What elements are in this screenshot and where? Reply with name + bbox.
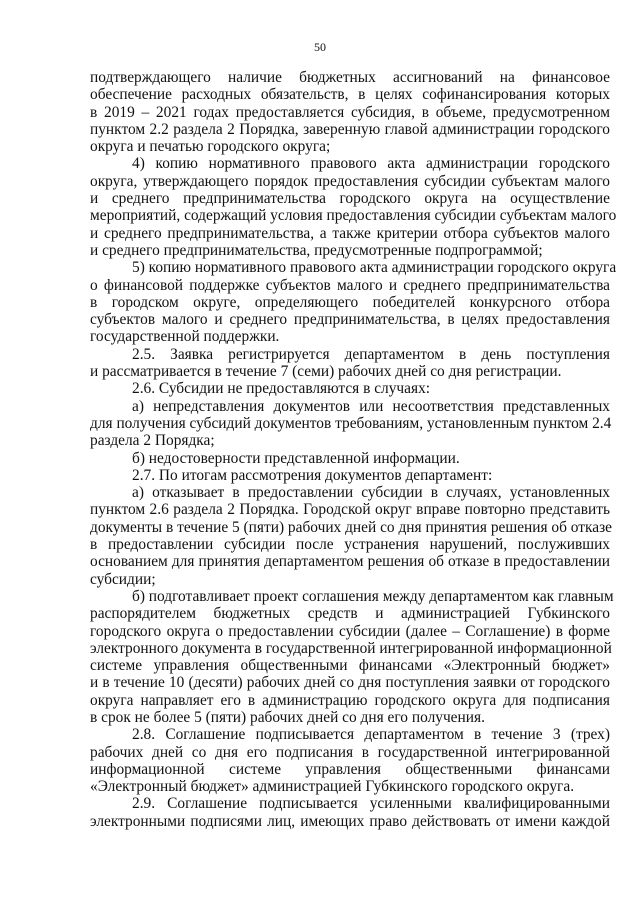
text-line: 2.8. Соглашение подписывается департаментом в течение 3 (трех)	[132, 726, 610, 744]
text-line: субъектов малого и среднего предпринимательства, в целях предоставления	[90, 311, 610, 329]
text-line: основанием для принятия департаментом решения об отказе в предоставлении	[90, 553, 610, 571]
text-line: округа направляет его в администрацию городского округа для подписания	[90, 691, 610, 709]
text-line: информационной системе управления общественными финансами	[90, 760, 610, 778]
text-line: о финансовой поддержке субъектов малого и среднего предпринимательства	[90, 276, 610, 294]
text-line: электронного документа в государственной интегрированной информационной	[90, 639, 612, 657]
text-line: 4) копию нормативного правового акта администрации городского	[132, 155, 610, 173]
text-line: «Электронный бюджет» администрацией Губкинского городского округа.	[90, 778, 575, 796]
text-line: округа, утверждающего порядок предоставления субсидии субъектам малого	[90, 172, 610, 190]
text-line: и в течение 10 (десяти) рабочих дней со дня поступления заявки от городского	[90, 674, 610, 692]
text-line: мероприятий, содержащий условия предоставления субсидии субъектам малого	[90, 207, 617, 225]
text-line: а) непредставления документов или несоответствия представленных	[132, 397, 610, 415]
text-line: и среднего предпринимательства, предусмотренные подпрограммой;	[90, 241, 543, 259]
text-line: в предоставлении субсидии после устранения нарушений, послуживших	[90, 536, 610, 554]
text-line: субсидии;	[90, 570, 156, 588]
text-line: раздела 2 Порядка;	[90, 432, 215, 450]
text-line: и среднего предпринимательства, а также критерии отбора субъектов малого	[90, 224, 610, 242]
text-line: и среднего предпринимательства городского округа на осуществление	[90, 190, 610, 208]
text-line: электронными подписями лиц, имеющих право действовать от имени каждой	[90, 812, 610, 830]
text-line: 5) копию нормативного правового акта администрации городского округа	[132, 259, 617, 277]
text-line: в срок не более 5 (пяти) рабочих дней со дня его получения.	[90, 708, 485, 726]
text-line: для получения субсидий документов требованиям, установленным пунктом 2.4	[90, 414, 612, 432]
text-line: в 2019 – 2021 годах предоставляется субсидия, в объеме, предусмотренном	[90, 103, 610, 121]
text-line: распорядителем бюджетных средств и администрацией Губкинского	[90, 605, 610, 623]
text-line: 2.9. Соглашение подписывается усиленными квалифицированными	[132, 795, 610, 813]
text-line: документы в течение 5 (пяти) рабочих дней со дня принятия решения об отказе	[90, 518, 613, 536]
text-line: системе управления общественными финансами «Электронный бюджет»	[90, 657, 610, 675]
text-line: 2.7. По итогам рассмотрения документов департамент:	[132, 466, 493, 484]
text-line: 2.6. Субсидии не предоставляются в случаях:	[132, 380, 431, 398]
text-line: обеспечение расходных обязательств, в целях софинансирования которых	[90, 86, 610, 104]
text-line: и рассматривается в течение 7 (семи) рабочих дней со дня регистрации.	[90, 363, 562, 381]
text-line: а) отказывает в предоставлении субсидии в случаях, установленных	[132, 484, 610, 502]
page-number: 50	[314, 40, 326, 54]
text-line: пунктом 2.6 раздела 2 Порядка. Городской округ вправе повторно представить	[90, 501, 610, 519]
text-line: городского округа о предоставлении субсидии (далее – Соглашение) в форме	[90, 622, 610, 640]
text-line: в городском округе, определяющего победителей конкурсного отбора	[90, 293, 610, 311]
text-line: государственной поддержки.	[90, 328, 280, 346]
text-line: округа и печатью городского округа;	[90, 138, 331, 156]
text-line: б) подготавливает проект соглашения между департаментом как главным	[132, 587, 614, 605]
text-line: пунктом 2.2 раздела 2 Порядка, заверенную главой администрации городского	[90, 120, 610, 138]
text-line: б) недостоверности представленной информации.	[132, 449, 460, 467]
document-body	[90, 69, 617, 830]
text-line: подтверждающего наличие бюджетных ассигнований на финансовое	[90, 69, 610, 86]
text-line: 2.5. Заявка регистрируется департаментом в день поступления	[132, 345, 610, 363]
text-line: рабочих дней со дня его подписания в государственной интегрированной	[90, 743, 610, 761]
